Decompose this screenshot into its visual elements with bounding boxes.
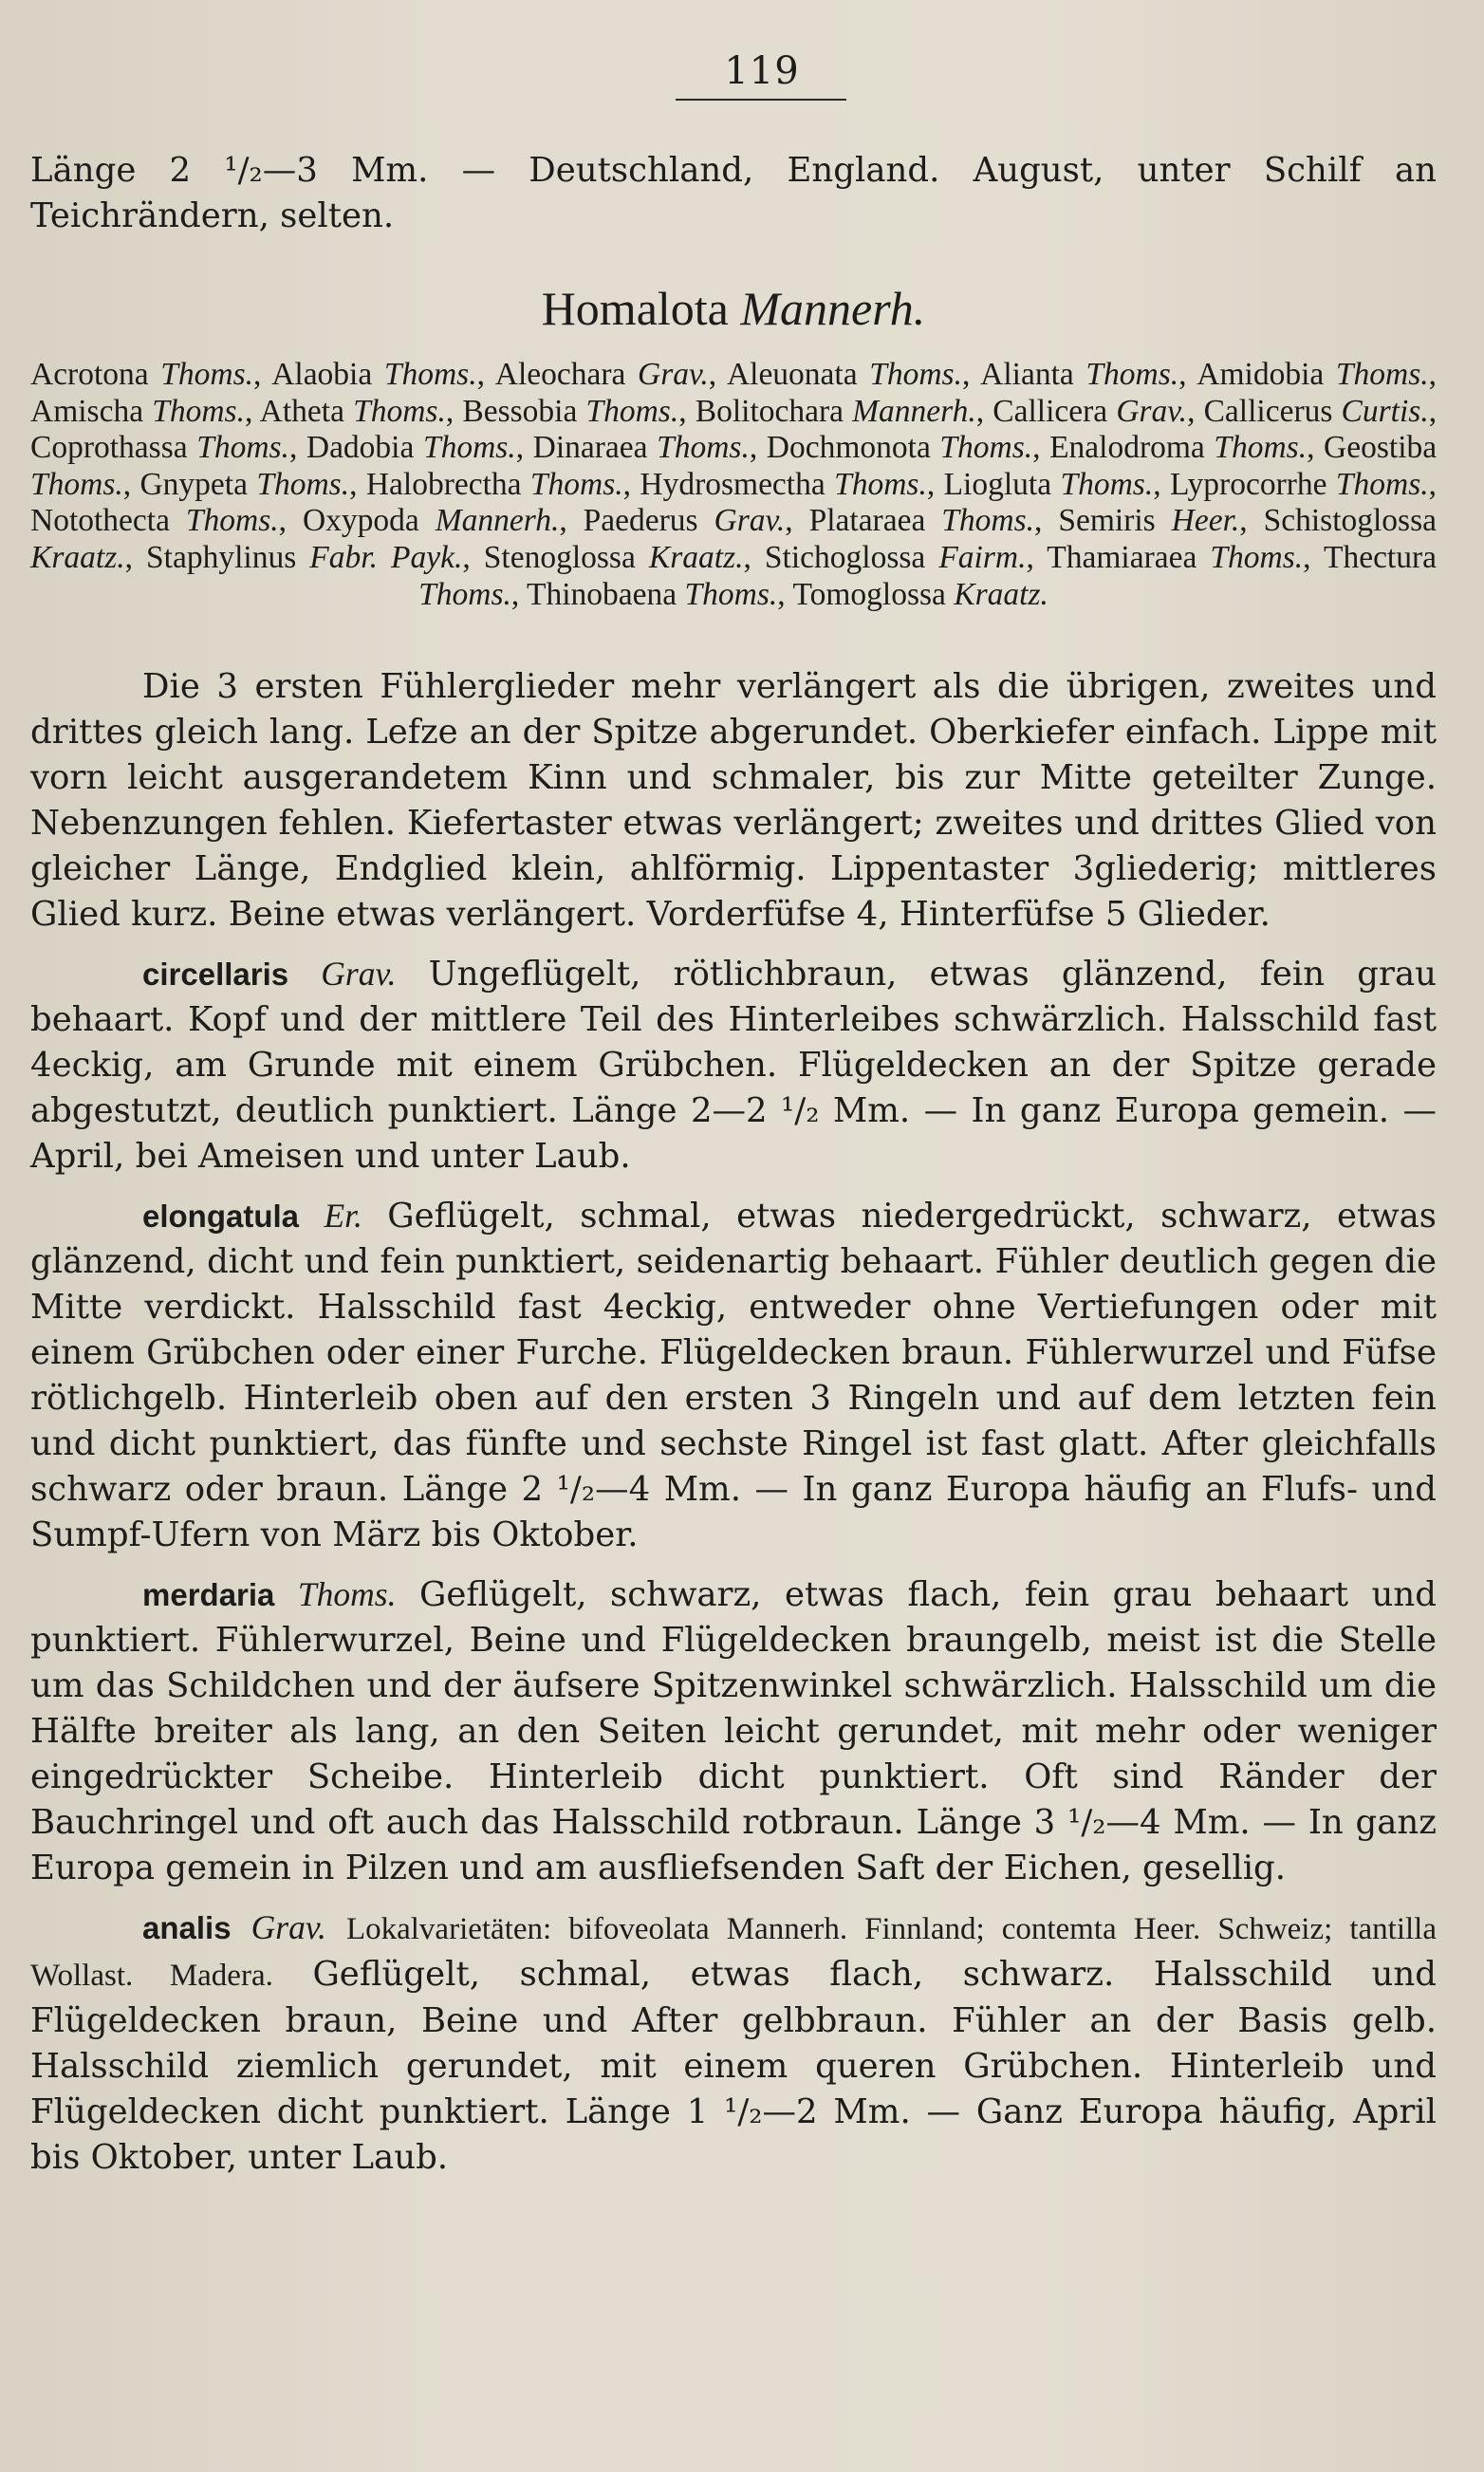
synonym-name: Paederus (583, 503, 698, 539)
synonym-author: Thoms. (939, 430, 1033, 466)
synonym-author: Kraatz. (954, 576, 1048, 612)
species-name: elongatula (142, 1199, 300, 1235)
synonym-author: Thoms. (383, 357, 477, 392)
species-author: Thoms. (297, 1575, 397, 1614)
species-name: merdaria (142, 1577, 275, 1613)
synonym-name: Stenoglossa (483, 539, 636, 575)
synonym-entry (260, 394, 446, 429)
synonym-entry (30, 357, 253, 392)
species-author: Grav. (250, 1908, 326, 1947)
page-number-rule (676, 99, 846, 101)
synonym-author: Thoms. (1335, 357, 1429, 392)
synonym-author: Thoms. (185, 503, 279, 539)
synonym-name: Amischa (30, 393, 144, 429)
synonym-entry (727, 357, 962, 392)
synonym-name: Thinobaena (527, 576, 677, 612)
synonym-name: Geostiba (1324, 430, 1438, 466)
synonym-entry (30, 430, 289, 465)
synonym-entry (30, 503, 279, 538)
synonym-entry (1170, 467, 1429, 502)
synonym-entry (792, 577, 1048, 612)
species-description: Ungeflügelt, rötlichbraun, etwas glänzend, fein grau behaart. Kopf und der mittlere Teil des Hinterleibes schwärzlich. Halsschild fast 4eckig, am Grunde mit einem Grübchen. Flügeldecken an der Spitze gerade abgestutzt, deutlich punktiert. Länge 2—2 ¹/₂ Mm. — In ganz Europa gemein. — April, bei Ameisen und unter Laub. (30, 955, 1437, 1177)
synonym-entry (30, 394, 245, 429)
synonym-entry (640, 467, 926, 502)
synonym-entry (495, 357, 709, 392)
synonym-author: Thoms. (196, 430, 289, 466)
synonym-author: Thoms. (1210, 539, 1304, 575)
synonym-author: Grav. (1116, 393, 1188, 429)
synonym-entry (980, 357, 1178, 392)
synonym-name: Semiris (1058, 503, 1156, 539)
synonym-author: Fabr. Payk. (309, 539, 463, 575)
intro-text: Länge 2 ¹/₂—3 Mm. — Deutschland, England. August, unter Schilf an Teichrändern, selten. (30, 151, 1437, 235)
synonym-name: Bolitochara (695, 393, 844, 429)
synonym-author: Thoms. (657, 430, 750, 466)
synonym-name: Halobrectha (365, 466, 522, 502)
species-author: Er. (324, 1197, 362, 1236)
synonym-name: Alaobia (271, 357, 373, 392)
synonym-author: Thoms. (256, 466, 350, 502)
synonym-name: Liogluta (943, 466, 1052, 502)
synonym-author: Thoms. (1085, 357, 1179, 392)
synonym-name: Coprothassa (30, 430, 188, 466)
synonym-entry (809, 503, 1034, 538)
synonym-name: Staphylinus (146, 539, 297, 575)
page-number: 119 (724, 49, 800, 93)
synonym-entry (306, 430, 516, 465)
synonym-entry (462, 394, 678, 429)
genus-author: Mannerh. (740, 282, 926, 335)
synonym-author: Thoms. (941, 503, 1035, 539)
synonym-name: Stichoglossa (764, 539, 926, 575)
synonym-author: Thoms. (869, 357, 962, 392)
species-varieties: Lokalvarietäten: bifoveolata Mannerh. Finnland; contemta Heer. Schweiz; tantilla Wollast. Madera. (30, 1912, 1437, 1994)
synonym-author: Thoms. (160, 357, 254, 392)
synonym-entry (533, 430, 750, 465)
synonym-author: Thoms. (152, 393, 245, 429)
species-name: circellaris (142, 957, 289, 993)
synonym-name: Alianta (980, 357, 1074, 392)
synonym-name: Acrotona (30, 357, 149, 392)
species-description: Geflügelt, schwarz, etwas flach, fein grau behaart und punktiert. Fühlerwurzel, Beine und Flügeldecken braungelb, meist ist die Stelle um das Schildchen und der äufsere Spitzenwinkel schwärzlich. Halsschild um die Hälfte breiter als lang, an den Seiten leicht gerundet, mit mehr oder weniger eingedrückter Scheibe. Hinterleib dicht punktiert. Oft sind Ränder der Bauchringel und oft auch das Halsschild rotbraun. Länge 3 ¹/₂—4 Mm. — In ganz Europa gemein in Pilzen und am ausfliefsenden Saft der Eichen, gesellig. (30, 1575, 1437, 1888)
synonym-name: Dinaraea (532, 430, 648, 466)
synonym-author: Thoms. (418, 576, 511, 612)
synonym-author: Grav. (714, 503, 786, 539)
species-entry-merdaria (30, 1571, 1437, 1891)
synonym-author: Thoms. (1335, 466, 1429, 502)
synonym-author: Curtis. (1341, 393, 1429, 429)
synonym-author: Grav. (638, 357, 709, 392)
synonym-entry (1196, 357, 1428, 392)
synonym-entry (1204, 394, 1429, 429)
synonym-author: Thoms. (30, 466, 123, 502)
synonym-name: Amidobia (1196, 357, 1325, 392)
synonym-name: Aleuonata (726, 357, 858, 392)
species-name: analis (142, 1910, 232, 1946)
synonym-entry (271, 357, 476, 392)
synonym-name: Aleochara (494, 357, 626, 392)
synonym-name: Hydrosmectha (640, 466, 825, 502)
synonym-name: Thectura (1323, 539, 1438, 575)
synonym-name: Thamiaraea (1047, 539, 1197, 575)
synonym-author: Thoms. (834, 466, 927, 502)
synonym-name: Callicerus (1203, 393, 1333, 429)
synonym-name: Notothecta (30, 503, 170, 539)
synonym-name: Dochmonota (766, 430, 931, 466)
genus-description: Die 3 ersten Fühlerglieder mehr verlängert als die übrigen, zweites und drittes gleich lang. Lefze an der Spitze abgerundet. Oberkiefer einfach. Lippe mit vorn leicht ausgerandetem Kinn und schmaler, bis zur Mitte geteilter Zunge. Nebenzungen fehlen. Kiefertaster etwas verlängert; zweites und drittes Glied von gleicher Länge, Endglied klein, ahlförmig. Lippentaster 3gliederig; mittleres Glied kurz. Beine etwas verlängert. Vorderfüfse 4, Hinterfüfse 5 Glieder. (30, 667, 1437, 935)
genus-heading (30, 281, 1437, 336)
synonym-entry (527, 577, 777, 612)
species-entry-elongatula (30, 1193, 1437, 1558)
species-description: Geflügelt, schmal, etwas flach, schwarz. Halsschild und Flügeldecken braun, Beine und After gelbbraun. Fühler an der Basis gelb. Halsschild ziemlich gerundet, mit einem queren Grübchen. Hinterleib und Flügeldecken dicht punktiert. Länge 1 ¹/₂—2 Mm. — Ganz Europa häufig, April bis Oktober, unter Laub. (30, 1955, 1437, 2178)
synonym-entry (484, 540, 744, 575)
synonym-author: Heer. (1171, 503, 1240, 539)
synonym-entry (696, 394, 976, 429)
species-list (30, 951, 1437, 2181)
synonym-entry (303, 503, 559, 538)
genus-name: Homalota (541, 282, 729, 335)
synonym-name: Tomoglossa (792, 576, 946, 612)
species-entry-analis (30, 1905, 1437, 2181)
synonym-name: Callicera (992, 393, 1108, 429)
synonym-entry (139, 467, 349, 502)
synonym-name: Gnypeta (139, 466, 248, 502)
synonym-list: Acrotona Thoms., Alaobia Thoms., Aleochara Grav., Aleuonata Thoms., Alianta Thoms., Amidobia Thoms., Amischa Thoms., Atheta Thoms., Bessobia Thoms., Bolitochara Mannerh., Callicera Grav., Callicerus Curtis., Coprothassa Thoms., Dadobia Thoms., Dinaraea Thoms., Dochmonota Thoms., Enalodroma Thoms., Geostiba Thoms., Gnypeta Thoms., Halobrectha Thoms., Hydrosmectha Thoms., Liogluta Thoms., Lyprocorrhe Thoms., Notothecta Thoms., Oxypoda Mannerh., Paederus Grav., Plataraea Thoms., Semiris Heer., Schistoglossa Kraatz., Staphylinus Fabr. Payk., Stenoglossa Kraatz., Stichoglossa Fairm., Thamiaraea Thoms., Thectura Thoms., Thinobaena Thoms., Tomoglossa Kraatz. (30, 357, 1438, 612)
synonym-name: Bessobia (462, 393, 578, 429)
synonym-author: Mannerh. (852, 393, 976, 429)
synonym-author: Kraatz. (30, 539, 125, 575)
synonym-entry (767, 430, 1032, 465)
synonym-name: Dadobia (306, 430, 415, 466)
synonym-author: Thoms. (529, 466, 623, 502)
synonym-name: Enalodroma (1049, 430, 1205, 466)
species-author: Grav. (321, 955, 397, 994)
synonym-author: Thoms. (422, 430, 516, 466)
synonym-author: Thoms. (353, 393, 446, 429)
synonym-entry (944, 467, 1154, 502)
synonym-name: Lyprocorrhe (1169, 466, 1327, 502)
synonym-name: Plataraea (808, 503, 926, 539)
synonym-name: Oxypoda (302, 503, 419, 539)
synonym-author: Mannerh. (435, 503, 560, 539)
synonym-name: Schistoglossa (1263, 503, 1437, 539)
synonym-entry (1058, 503, 1239, 538)
species-description: Geflügelt, schmal, etwas niedergedrückt, schwarz, etwas glänzend, dicht und fein punktiert, seidenartig behaart. Fühler deutlich gegen die Mitte verdickt. Halsschild fast 4eckig, entweder ohne Vertiefungen oder mit einem Grübchen oder einer Furche. Flügeldecken braun. Fühlerwurzel und Füfse rötlichgelb. Hinterleib oben auf den ersten 3 Ringeln und auf dem letzten fein und dicht punktiert, das fünfte und sechste Ringel ist fast glatt. After gleichfalls schwarz oder braun. Länge 2 ¹/₂—4 Mm. — In ganz Europa häufig an Flufs- und Sumpf-Ufern von März bis Oktober. (30, 1197, 1437, 1555)
synonym-author: Thoms. (1060, 466, 1154, 502)
species-entry-circellaris (30, 951, 1437, 1180)
synonym-author: Thoms. (1214, 430, 1308, 466)
synonym-entry (765, 540, 1027, 575)
synonym-entry (992, 394, 1187, 429)
synonym-entry (146, 540, 462, 575)
synonym-entry (584, 503, 786, 538)
synonym-name: Atheta (259, 393, 344, 429)
synonym-author: Fairm. (938, 539, 1027, 575)
synonym-entry (366, 467, 623, 502)
synonym-entry (1047, 540, 1303, 575)
synonym-author: Thoms. (585, 393, 679, 429)
synonym-author: Kraatz. (648, 539, 744, 575)
synonym-author: Thoms. (684, 576, 778, 612)
synonym-entry (1049, 430, 1307, 465)
